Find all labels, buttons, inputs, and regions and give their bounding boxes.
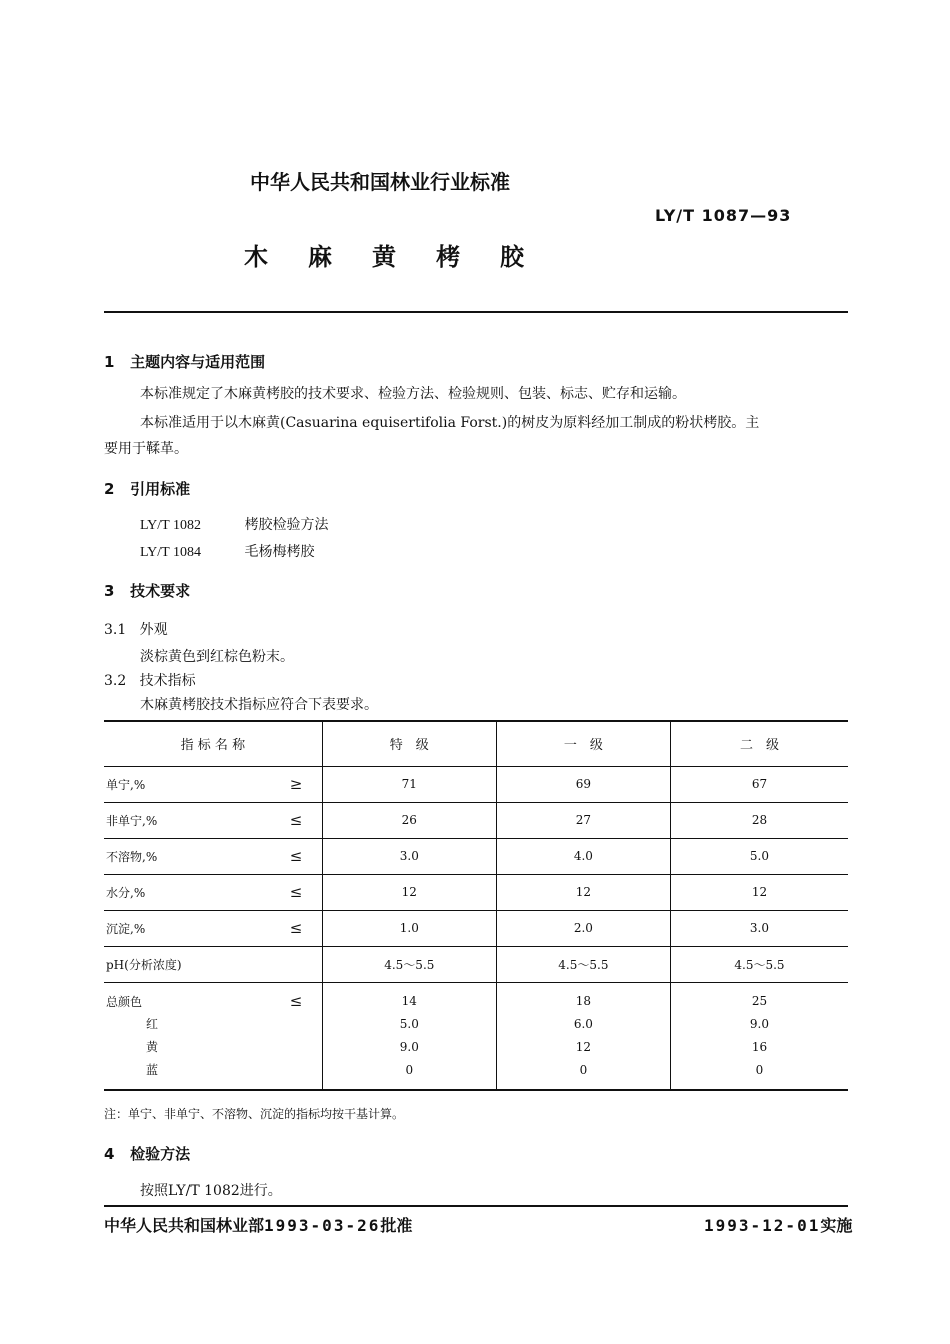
comparison-sign: ≤: [289, 919, 303, 937]
subsection-3-2-text: 木麻黄栲胶技术指标应符合下表要求。: [140, 697, 378, 713]
implementation-date: 1993-12-01: [704, 1216, 821, 1235]
section-1-paragraph-2-continued: 要用于鞣革。: [104, 441, 188, 457]
value-cell: 12: [670, 874, 848, 910]
parameter-name: 非单宁,%: [106, 814, 158, 828]
section-4-heading: [104, 1143, 190, 1164]
color-value: 14: [401, 993, 417, 1008]
section-1-paragraph-2: 本标准适用于以木麻黄(Casuarina equisertifolia Forst.)的树皮为原料经加工制成的粉状栲胶。主: [140, 415, 760, 431]
value-cell: 67: [670, 766, 848, 802]
value-cell: 4.5～5.5: [322, 946, 496, 982]
comparison-sign: ≤: [289, 847, 303, 865]
reference-name: 栲胶检验方法: [244, 517, 329, 533]
table-row: [104, 874, 848, 910]
implementation-label: 实施: [820, 1216, 853, 1235]
value-cell: 3.0: [670, 910, 848, 946]
value-cell: 12: [322, 874, 496, 910]
table-row: [104, 910, 848, 946]
section-number: 1: [104, 353, 115, 371]
parameter-name: 沉淀,%: [106, 922, 146, 936]
table-row: [104, 766, 848, 802]
table-row: [104, 802, 848, 838]
value-cell: [670, 982, 848, 1090]
reference-item: [140, 539, 314, 566]
value-cell: 4.5～5.5: [496, 946, 670, 982]
value-cell: 1.0: [322, 910, 496, 946]
bottom-divider: [104, 1205, 848, 1207]
subsection-3-1-text: 淡棕黄色到红棕色粉末。: [140, 649, 294, 665]
value-cell: 2.0: [496, 910, 670, 946]
parameter-cell: [104, 874, 322, 910]
color-component-label: 蓝: [146, 1062, 159, 1077]
value-cell: [496, 982, 670, 1090]
section-2-heading: [104, 478, 190, 499]
parameter-cell: [104, 946, 322, 982]
value-cell: 3.0: [322, 838, 496, 874]
specification-table: [104, 720, 848, 1091]
section-number: 2: [104, 480, 115, 498]
reference-item: [140, 512, 328, 539]
section-title: 技术要求: [130, 582, 191, 600]
implementation-line: [704, 1213, 852, 1236]
comparison-sign: ≤: [289, 811, 303, 829]
section-3-heading: [104, 580, 190, 601]
parameter-name: 不溶物,%: [106, 850, 158, 864]
parameter-cell: [104, 982, 322, 1090]
approval-date: 1993-03-26: [264, 1216, 381, 1235]
color-value: 9.0: [399, 1039, 419, 1054]
subsection-number: 3.1: [104, 622, 127, 638]
parameter-name: 总颜色: [106, 994, 143, 1009]
section-number: 4: [104, 1145, 115, 1163]
table-row: [104, 838, 848, 874]
top-divider: [104, 311, 848, 313]
color-value: 16: [751, 1039, 768, 1054]
parameter-cell: [104, 766, 322, 802]
parameter-name: pH(分析浓度): [106, 957, 182, 972]
color-value: 18: [575, 993, 592, 1008]
subsection-3-1-heading: [104, 617, 168, 643]
value-cell: 12: [496, 874, 670, 910]
table-row: [104, 946, 848, 982]
section-1-paragraph-1: 本标准规定了木麻黄栲胶的技术要求、检验方法、检验规则、包装、标志、贮存和运输。: [140, 386, 686, 402]
value-cell: 28: [670, 802, 848, 838]
color-component-label: 黄: [146, 1039, 159, 1054]
header-cell: 二 级: [670, 721, 848, 766]
header-cell: 特 级: [322, 721, 496, 766]
subsection-number: 3.2: [104, 673, 127, 689]
subsection-title: 外观: [139, 622, 168, 638]
standard-code: LY/T 1087—93: [655, 206, 792, 225]
color-value: 0: [755, 1062, 764, 1077]
value-cell: [322, 982, 496, 1090]
value-cell: 26: [322, 802, 496, 838]
value-cell: 5.0: [670, 838, 848, 874]
parameter-cell: [104, 838, 322, 874]
color-value: 6.0: [573, 1016, 593, 1031]
color-value: 12: [575, 1039, 592, 1054]
section-number: 3: [104, 582, 115, 600]
parameter-cell: [104, 910, 322, 946]
section-title: 检验方法: [130, 1145, 191, 1163]
parameter-name: 水分,%: [106, 886, 146, 900]
subsection-3-2-heading: [104, 668, 196, 694]
approval-label: 批准: [380, 1216, 413, 1235]
reference-code: LY/T 1084: [140, 545, 201, 560]
header-cell: 指 标 名 称: [104, 721, 322, 766]
color-value: 5.0: [399, 1016, 419, 1031]
value-cell: 71: [322, 766, 496, 802]
value-cell: 69: [496, 766, 670, 802]
table-header-row: [104, 721, 848, 766]
color-value: 9.0: [749, 1016, 769, 1031]
value-cell: 4.0: [496, 838, 670, 874]
comparison-sign: ≤: [289, 991, 303, 1010]
header-cell: 一 级: [496, 721, 670, 766]
color-value: 0: [405, 1062, 414, 1077]
standard-heading: 中华人民共和国林业行业标准: [250, 170, 510, 194]
section-4-text: 按照LY/T 1082进行。: [140, 1183, 282, 1199]
section-1-heading: [104, 351, 265, 372]
value-cell: 27: [496, 802, 670, 838]
reference-name: 毛杨梅栲胶: [244, 544, 315, 560]
comparison-sign: ≥: [289, 775, 303, 793]
comparison-sign: ≤: [289, 883, 303, 901]
table-note: 注：单宁、非单宁、不溶物、沉淀的指标均按干基计算。: [104, 1107, 405, 1121]
reference-code: LY/T 1082: [140, 518, 201, 533]
subsection-title: 技术指标: [139, 673, 196, 689]
color-component-label: 红: [146, 1016, 159, 1031]
parameter-name: 单宁,%: [106, 778, 146, 792]
color-value: 0: [579, 1062, 588, 1077]
value-cell: 4.5～5.5: [670, 946, 848, 982]
section-title: 引用标准: [130, 480, 191, 498]
parameter-cell: [104, 802, 322, 838]
document-title: 木麻黄栲胶: [244, 243, 564, 271]
table-row-total-color: [104, 982, 848, 1090]
approving-organization: 中华人民共和国林业部: [104, 1216, 265, 1235]
color-value: 25: [751, 993, 768, 1008]
approval-line: [104, 1213, 412, 1236]
section-title: 主题内容与适用范围: [130, 353, 266, 371]
